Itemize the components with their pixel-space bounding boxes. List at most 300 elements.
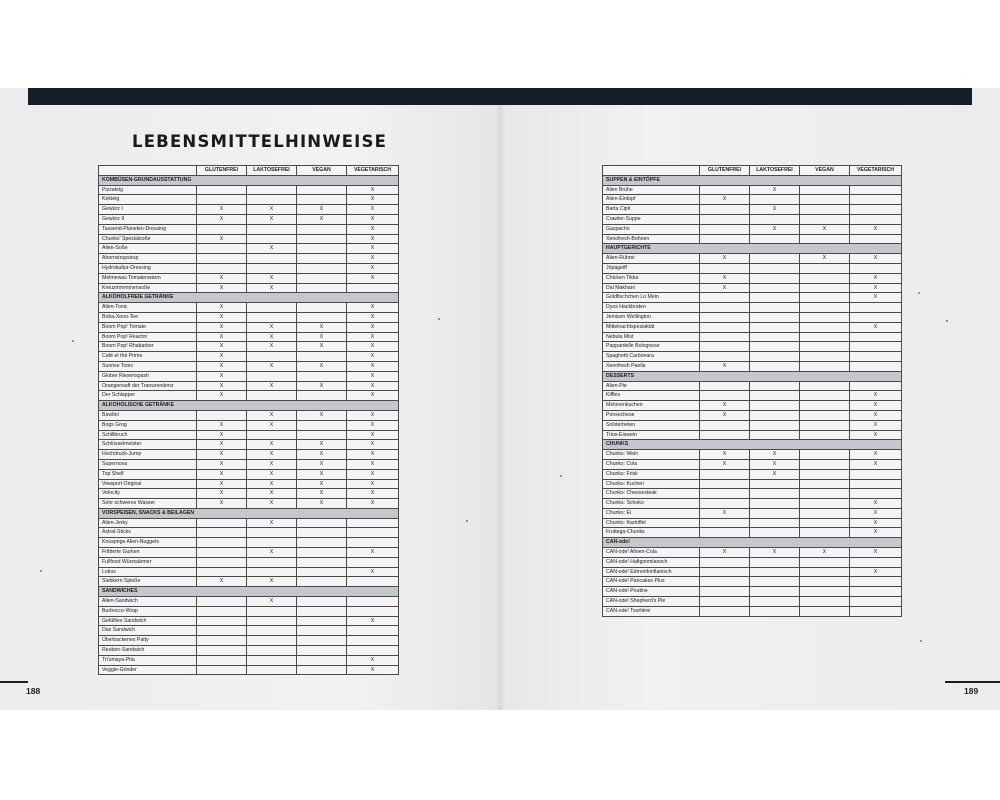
diet-mark: X bbox=[247, 342, 297, 352]
food-name: Melmewas Tomatenwärm bbox=[99, 273, 197, 283]
table-row bbox=[603, 567, 902, 577]
diet-mark bbox=[297, 352, 347, 362]
diet-mark bbox=[700, 430, 750, 440]
food-name: Chunks: Ei bbox=[603, 508, 700, 518]
table-row bbox=[99, 479, 399, 489]
diet-mark bbox=[800, 577, 850, 587]
diet-mark bbox=[297, 577, 347, 587]
table-row bbox=[99, 469, 399, 479]
diet-mark: X bbox=[850, 273, 902, 283]
food-name: Chunks: Schoko bbox=[603, 499, 700, 509]
food-name: Sunrise Tonic bbox=[99, 361, 197, 371]
diet-mark bbox=[297, 430, 347, 440]
diet-mark bbox=[800, 597, 850, 607]
table-row bbox=[603, 459, 902, 469]
diet-mark bbox=[297, 518, 347, 528]
table-row bbox=[99, 655, 399, 665]
diet-mark bbox=[197, 518, 247, 528]
diet-mark bbox=[750, 263, 800, 273]
diet-mark: X bbox=[347, 205, 399, 215]
category-row bbox=[603, 244, 902, 254]
food-name: CAN-ode! Edmonfonfianisch bbox=[603, 567, 700, 577]
diet-mark: X bbox=[297, 489, 347, 499]
diet-mark bbox=[700, 352, 750, 362]
diet-mark: X bbox=[197, 352, 247, 362]
table-row bbox=[603, 205, 902, 215]
food-name: CAN-ode! Alloen-Cola bbox=[603, 548, 700, 558]
diet-mark bbox=[247, 655, 297, 665]
diet-mark: X bbox=[850, 450, 902, 460]
diet-mark bbox=[800, 332, 850, 342]
diet-mark bbox=[800, 430, 850, 440]
diet-mark bbox=[800, 381, 850, 391]
diet-mark: X bbox=[347, 254, 399, 264]
diet-mark: X bbox=[247, 479, 297, 489]
diet-mark bbox=[800, 420, 850, 430]
food-name: Knusprige Alien-Nuggets bbox=[99, 538, 197, 548]
table-row bbox=[603, 479, 902, 489]
diet-mark: X bbox=[197, 450, 247, 460]
diet-mark bbox=[197, 557, 247, 567]
diet-mark bbox=[297, 538, 347, 548]
table-row bbox=[603, 469, 902, 479]
diet-mark bbox=[247, 616, 297, 626]
food-name: Chunks: Kartoffel bbox=[603, 518, 700, 528]
diet-mark: X bbox=[347, 655, 399, 665]
diet-mark: X bbox=[297, 342, 347, 352]
diet-mark: X bbox=[700, 548, 750, 558]
food-name: Schillbruch bbox=[99, 430, 197, 440]
table-row bbox=[603, 263, 902, 273]
table-row bbox=[99, 646, 399, 656]
diet-mark: X bbox=[247, 469, 297, 479]
category-row bbox=[99, 293, 399, 303]
diet-mark: X bbox=[297, 322, 347, 332]
diet-mark bbox=[297, 528, 347, 538]
diet-mark bbox=[347, 538, 399, 548]
table-row bbox=[99, 254, 399, 264]
diet-mark: X bbox=[700, 508, 750, 518]
diet-mark bbox=[700, 557, 750, 567]
table-row bbox=[603, 273, 902, 283]
table-row bbox=[603, 332, 902, 342]
diet-mark: X bbox=[247, 410, 297, 420]
table-row bbox=[99, 214, 399, 224]
diet-mark bbox=[297, 283, 347, 293]
diet-mark bbox=[297, 254, 347, 264]
table-row bbox=[603, 606, 902, 616]
table-row bbox=[603, 381, 902, 391]
diet-mark: X bbox=[850, 567, 902, 577]
diet-mark bbox=[850, 185, 902, 195]
diet-mark bbox=[750, 606, 800, 616]
table-row bbox=[603, 214, 902, 224]
food-name: Chunks: Wein bbox=[603, 450, 700, 460]
diet-mark bbox=[750, 322, 800, 332]
diet-mark: X bbox=[197, 361, 247, 371]
diet-mark bbox=[297, 597, 347, 607]
diet-mark: X bbox=[347, 234, 399, 244]
speckle bbox=[946, 320, 948, 322]
food-name: Spaghetti Carbonara bbox=[603, 352, 700, 362]
diet-mark bbox=[800, 499, 850, 509]
diet-mark: X bbox=[197, 283, 247, 293]
diet-mark bbox=[700, 293, 750, 303]
table-header-row: GLUTENFREI LAKTOSEFREI VEGAN VEGETARISCH bbox=[603, 166, 902, 176]
diet-mark: X bbox=[850, 420, 902, 430]
diet-mark bbox=[247, 567, 297, 577]
speckle bbox=[466, 520, 468, 522]
diet-mark bbox=[750, 479, 800, 489]
table-row bbox=[99, 577, 399, 587]
table-row bbox=[603, 283, 902, 293]
diet-mark: X bbox=[297, 361, 347, 371]
diet-mark bbox=[800, 391, 850, 401]
food-name: Melonenkuchen bbox=[603, 401, 700, 411]
category-label: CAN-ode! bbox=[603, 538, 902, 548]
diet-mark bbox=[800, 469, 850, 479]
diet-mark bbox=[297, 224, 347, 234]
table-row bbox=[603, 499, 902, 509]
diet-mark: X bbox=[197, 332, 247, 342]
diet-mark: X bbox=[347, 440, 399, 450]
diet-mark bbox=[347, 606, 399, 616]
diet-mark bbox=[700, 214, 750, 224]
table-row bbox=[99, 499, 399, 509]
diet-mark bbox=[850, 332, 902, 342]
diet-mark bbox=[750, 597, 800, 607]
diet-mark bbox=[700, 205, 750, 215]
diet-mark: X bbox=[347, 381, 399, 391]
table-row bbox=[603, 518, 902, 528]
diet-mark bbox=[247, 557, 297, 567]
diet-mark: X bbox=[347, 263, 399, 273]
diet-mark: X bbox=[297, 459, 347, 469]
category-label: VORSPEISEN, SNACKS & BEILAGEN bbox=[99, 508, 399, 518]
food-name: CAN-ode! Hafigonmlansch bbox=[603, 557, 700, 567]
diet-mark: X bbox=[347, 224, 399, 234]
table-row bbox=[99, 420, 399, 430]
table-row bbox=[99, 548, 399, 558]
diet-mark bbox=[850, 361, 902, 371]
header-bar bbox=[28, 88, 972, 105]
diet-mark: X bbox=[347, 273, 399, 283]
diet-mark bbox=[347, 518, 399, 528]
food-name: Alien-Sandwich bbox=[99, 597, 197, 607]
diet-mark: X bbox=[850, 430, 902, 440]
food-name: Pizzateig bbox=[99, 185, 197, 195]
food-name: Chunks: Cheesesteak bbox=[603, 489, 700, 499]
diet-mark bbox=[247, 352, 297, 362]
diet-mark: X bbox=[197, 322, 247, 332]
diet-mark bbox=[850, 587, 902, 597]
page-number-left: 188 bbox=[26, 686, 41, 696]
diet-mark bbox=[750, 254, 800, 264]
speckle bbox=[560, 475, 562, 477]
table-row bbox=[603, 557, 902, 567]
diet-mark: X bbox=[197, 234, 247, 244]
diet-mark: X bbox=[750, 469, 800, 479]
table-row bbox=[603, 342, 902, 352]
diet-mark: X bbox=[700, 450, 750, 460]
diet-mark: X bbox=[247, 440, 297, 450]
diet-mark: X bbox=[850, 528, 902, 538]
diet-mark: X bbox=[197, 381, 247, 391]
diet-mark bbox=[197, 646, 247, 656]
diet-mark bbox=[750, 195, 800, 205]
diet-mark: X bbox=[800, 548, 850, 558]
food-name: Top Shelf bbox=[99, 469, 197, 479]
diet-mark bbox=[800, 234, 850, 244]
diet-mark bbox=[750, 401, 800, 411]
food-name: Alien-Rührei bbox=[603, 254, 700, 264]
table-row bbox=[99, 273, 399, 283]
diet-mark bbox=[700, 518, 750, 528]
table-row bbox=[603, 548, 902, 558]
diet-mark bbox=[297, 371, 347, 381]
table-row bbox=[99, 410, 399, 420]
table-row bbox=[99, 185, 399, 195]
food-name: Kekteig bbox=[99, 195, 197, 205]
diet-mark: X bbox=[347, 616, 399, 626]
food-name: Bawtini bbox=[99, 410, 197, 420]
diet-mark: X bbox=[197, 342, 247, 352]
diet-mark bbox=[247, 254, 297, 264]
table-row bbox=[603, 391, 902, 401]
diet-mark bbox=[850, 342, 902, 352]
diet-mark bbox=[197, 528, 247, 538]
table-row bbox=[99, 518, 399, 528]
category-row bbox=[99, 401, 399, 411]
diet-mark bbox=[347, 626, 399, 636]
diet-mark bbox=[750, 332, 800, 342]
food-table-left bbox=[98, 165, 399, 675]
diet-mark bbox=[750, 508, 800, 518]
food-name: Tri'smaya-Pita bbox=[99, 655, 197, 665]
diet-mark: X bbox=[347, 391, 399, 401]
diet-mark bbox=[800, 518, 850, 528]
diet-mark bbox=[750, 342, 800, 352]
diet-mark: X bbox=[700, 459, 750, 469]
diet-mark bbox=[297, 655, 347, 665]
diet-mark: X bbox=[347, 185, 399, 195]
diet-mark bbox=[247, 665, 297, 675]
page-title: LEBENSMITTELHINWEISE bbox=[132, 132, 388, 151]
diet-mark: X bbox=[347, 469, 399, 479]
diet-mark bbox=[197, 244, 247, 254]
diet-mark: X bbox=[347, 214, 399, 224]
diet-mark: X bbox=[800, 224, 850, 234]
diet-mark bbox=[197, 410, 247, 420]
diet-mark: X bbox=[197, 371, 247, 381]
food-name: Ponsechese bbox=[603, 410, 700, 420]
diet-mark bbox=[800, 401, 850, 411]
food-name: Chunks: Cola bbox=[603, 459, 700, 469]
diet-mark: X bbox=[700, 401, 750, 411]
diet-mark bbox=[197, 538, 247, 548]
diet-mark: X bbox=[197, 577, 247, 587]
page-number-right: 189 bbox=[964, 686, 979, 696]
diet-mark bbox=[297, 273, 347, 283]
diet-mark: X bbox=[247, 361, 297, 371]
table-row bbox=[99, 195, 399, 205]
diet-mark: X bbox=[347, 430, 399, 440]
category-row bbox=[603, 538, 902, 548]
diet-mark: X bbox=[197, 214, 247, 224]
food-name: Trios-Eiswein bbox=[603, 430, 700, 440]
diet-mark bbox=[850, 214, 902, 224]
diet-mark: X bbox=[197, 205, 247, 215]
speckle bbox=[72, 340, 74, 342]
diet-mark bbox=[850, 479, 902, 489]
diet-mark bbox=[800, 342, 850, 352]
diet-mark bbox=[247, 303, 297, 313]
diet-mark: X bbox=[850, 401, 902, 411]
table-row bbox=[99, 459, 399, 469]
diet-mark bbox=[850, 557, 902, 567]
food-name: Boom Pop! Reactor bbox=[99, 332, 197, 342]
diet-mark bbox=[800, 410, 850, 420]
category-row bbox=[99, 587, 399, 597]
diet-mark bbox=[750, 587, 800, 597]
diet-mark bbox=[700, 234, 750, 244]
speckle bbox=[918, 292, 920, 294]
table-row bbox=[99, 244, 399, 254]
diet-mark: X bbox=[297, 381, 347, 391]
diet-mark bbox=[700, 322, 750, 332]
diet-mark: X bbox=[197, 469, 247, 479]
diet-mark: X bbox=[297, 410, 347, 420]
diet-mark bbox=[197, 597, 247, 607]
diet-mark bbox=[800, 195, 850, 205]
diet-mark bbox=[247, 636, 297, 646]
diet-mark: X bbox=[197, 430, 247, 440]
diet-mark bbox=[850, 381, 902, 391]
table-row bbox=[603, 293, 902, 303]
table-row bbox=[603, 450, 902, 460]
diet-mark: X bbox=[347, 371, 399, 381]
food-name: Nebula Mist bbox=[603, 332, 700, 342]
diet-mark: X bbox=[700, 254, 750, 264]
diet-mark: X bbox=[297, 332, 347, 342]
diet-mark bbox=[700, 185, 750, 195]
diet-mark bbox=[800, 293, 850, 303]
food-name: Dyos Hackbraten bbox=[603, 303, 700, 313]
diet-mark: X bbox=[247, 332, 297, 342]
food-name: Mittelnachtspeziaktät bbox=[603, 322, 700, 332]
diet-mark bbox=[700, 528, 750, 538]
category-label: CHUNKS bbox=[603, 440, 902, 450]
table-row bbox=[603, 420, 902, 430]
diet-mark bbox=[247, 391, 297, 401]
diet-mark: X bbox=[197, 489, 247, 499]
diet-mark: X bbox=[197, 440, 247, 450]
diet-mark bbox=[750, 557, 800, 567]
diet-mark: X bbox=[850, 508, 902, 518]
diet-mark bbox=[850, 263, 902, 273]
food-name: Alien-Eintopf bbox=[603, 195, 700, 205]
food-name: Veggie-Grinder bbox=[99, 665, 197, 675]
speckle bbox=[438, 318, 440, 320]
food-name: Xenofresh-Bohnen bbox=[603, 234, 700, 244]
diet-mark: X bbox=[700, 195, 750, 205]
food-name: Alien-Jerky bbox=[99, 518, 197, 528]
category-label: ALKOHOLISCHE GETRÄNKE bbox=[99, 401, 399, 411]
table-row bbox=[99, 450, 399, 460]
diet-mark bbox=[247, 626, 297, 636]
diet-mark bbox=[850, 312, 902, 322]
diet-mark: X bbox=[247, 489, 297, 499]
table-row bbox=[99, 567, 399, 577]
diet-mark bbox=[297, 303, 347, 313]
diet-mark bbox=[700, 263, 750, 273]
diet-mark: X bbox=[347, 420, 399, 430]
table-row bbox=[99, 636, 399, 646]
category-label: SANDWICHES bbox=[99, 587, 399, 597]
food-name: Ahornsirupsirup bbox=[99, 254, 197, 264]
diet-mark: X bbox=[750, 548, 800, 558]
food-name: Schlüsselmeister bbox=[99, 440, 197, 450]
diet-mark: X bbox=[297, 205, 347, 215]
diet-mark: X bbox=[197, 273, 247, 283]
diet-mark bbox=[750, 361, 800, 371]
table-row bbox=[603, 352, 902, 362]
diet-mark bbox=[750, 283, 800, 293]
diet-mark: X bbox=[247, 597, 297, 607]
food-name: Boba-Xeno-Tee bbox=[99, 312, 197, 322]
diet-mark: X bbox=[247, 283, 297, 293]
diet-mark: X bbox=[750, 224, 800, 234]
diet-mark: X bbox=[247, 273, 297, 283]
food-name: Gewürz II bbox=[99, 214, 197, 224]
table-row bbox=[99, 626, 399, 636]
diet-mark: X bbox=[247, 244, 297, 254]
table-row bbox=[603, 224, 902, 234]
table-row bbox=[603, 254, 902, 264]
food-name: Burbocco-Wrap bbox=[99, 606, 197, 616]
food-table-right bbox=[602, 165, 902, 617]
diet-mark bbox=[750, 499, 800, 509]
diet-mark bbox=[750, 234, 800, 244]
diet-mark bbox=[297, 391, 347, 401]
diet-mark: X bbox=[750, 450, 800, 460]
diet-mark bbox=[247, 430, 297, 440]
table-row bbox=[603, 430, 902, 440]
diet-mark: X bbox=[850, 518, 902, 528]
diet-mark: X bbox=[297, 214, 347, 224]
diet-mark: X bbox=[247, 420, 297, 430]
diet-mark bbox=[750, 577, 800, 587]
diet-mark: X bbox=[197, 303, 247, 313]
category-label: ALKOHOLFREIE GETRÄNKE bbox=[99, 293, 399, 303]
table-row bbox=[603, 597, 902, 607]
food-name: Überbackenes Patty bbox=[99, 636, 197, 646]
table-row bbox=[99, 371, 399, 381]
diet-mark bbox=[800, 528, 850, 538]
table-row bbox=[99, 489, 399, 499]
diet-mark: X bbox=[850, 391, 902, 401]
diet-mark bbox=[197, 636, 247, 646]
diet-mark bbox=[700, 303, 750, 313]
diet-mark bbox=[297, 636, 347, 646]
table-row bbox=[99, 361, 399, 371]
diet-mark: X bbox=[247, 381, 297, 391]
food-name: Sehr schweres Wasser bbox=[99, 499, 197, 509]
food-name: Xenofresh Paella bbox=[603, 361, 700, 371]
diet-mark: X bbox=[297, 440, 347, 450]
diet-mark bbox=[850, 469, 902, 479]
diet-mark bbox=[850, 303, 902, 313]
